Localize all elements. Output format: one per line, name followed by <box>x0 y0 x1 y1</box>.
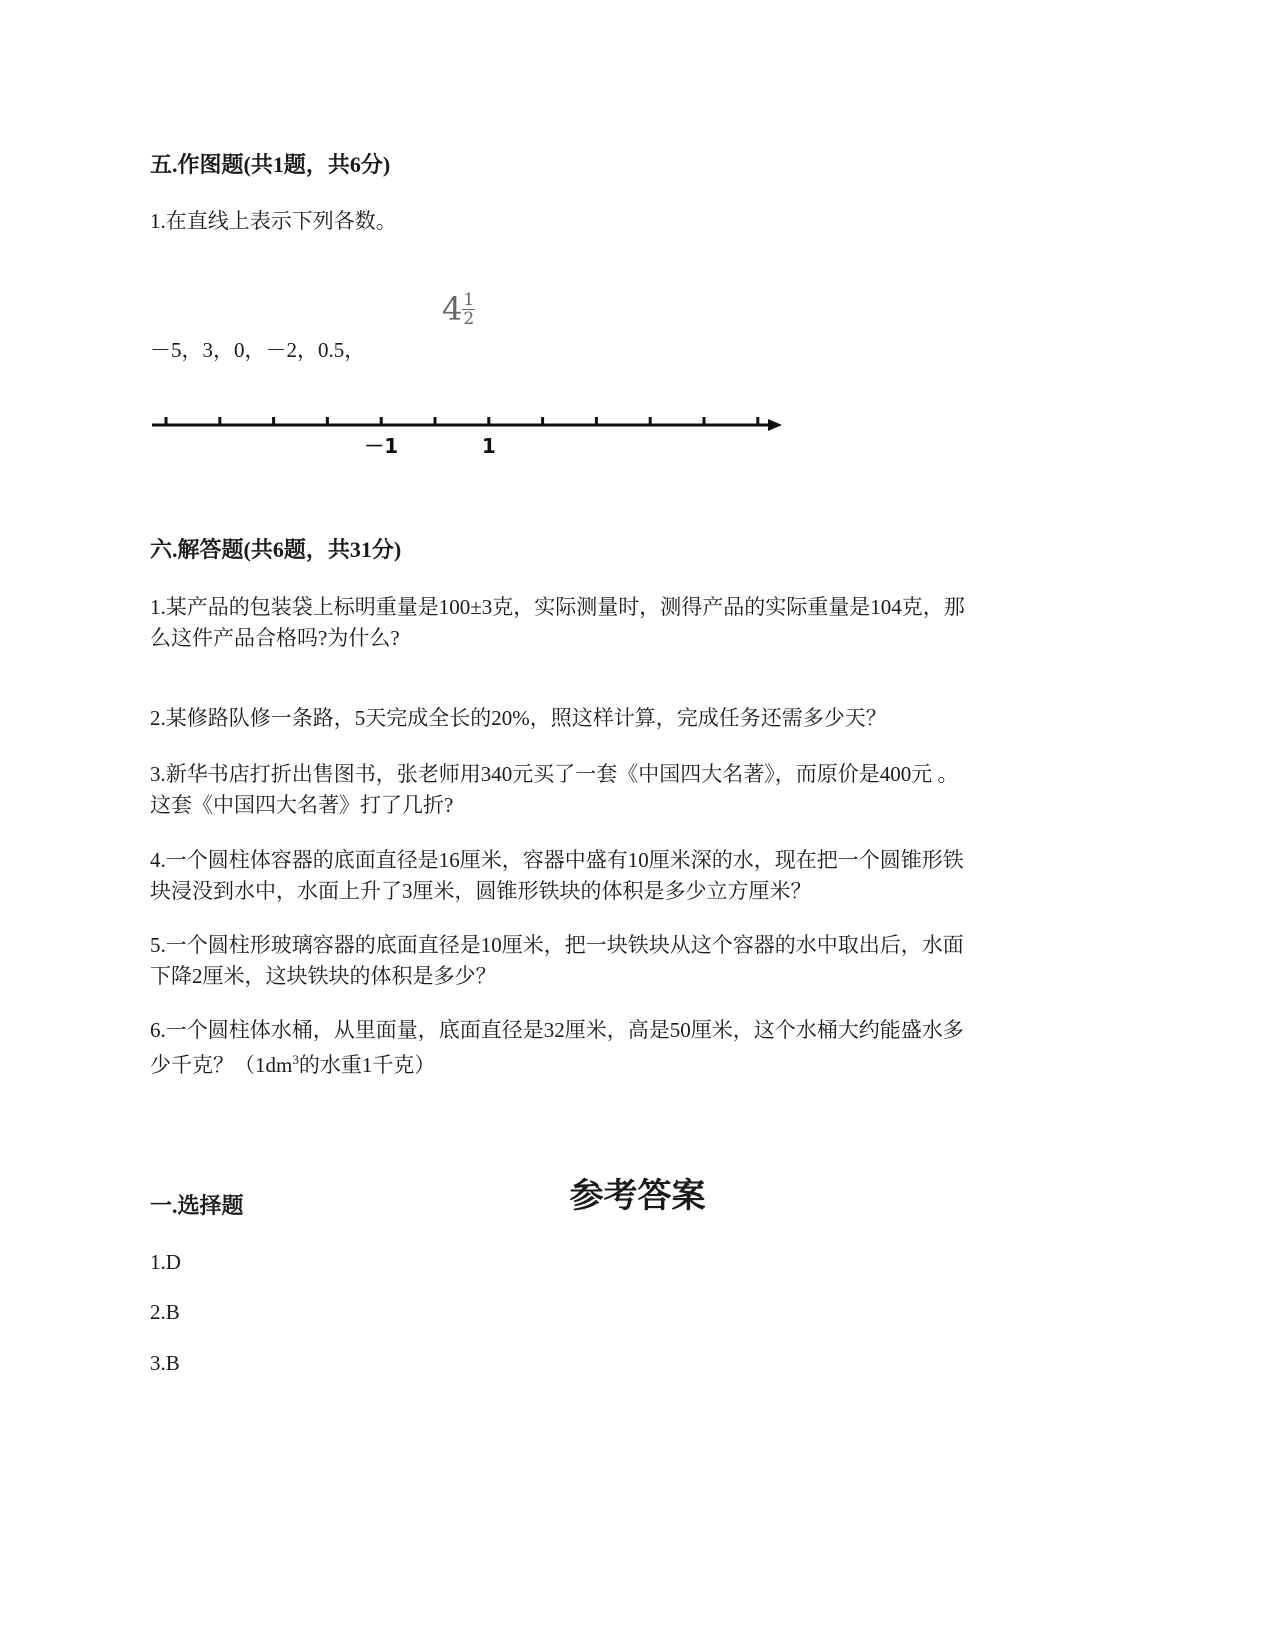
number-line-label: 1 <box>481 434 496 458</box>
section-6-question-2 <box>150 703 887 734</box>
section-5-question-1: 1.在直线上表示下列各数。 <box>150 209 397 233</box>
answer-item: 2.B <box>150 1300 180 1324</box>
question-5-line-2: 下降2厘米，这块铁块的体积是多少？ <box>150 964 497 988</box>
question-2-line-1: 2.某修路队修一条路，5天完成全长的20%，照这样计算，完成任务还需多少天？ <box>150 706 887 730</box>
question-1-line-1: 1.某产品的包装袋上标明重量是100±3克，实际测量时，测得产品的实际重量是104克，那 <box>150 595 965 619</box>
question-6-line-2-start: 少千克？（1dm <box>150 1053 293 1077</box>
section-6-question-5 <box>150 930 964 992</box>
answer-item: 3.B <box>150 1351 180 1375</box>
answer-item: 1.D <box>150 1250 181 1274</box>
answers-section-1-heading: 一.选择题 <box>150 1193 244 1218</box>
number-line-labels <box>364 434 496 458</box>
mixed-number-fraction <box>462 291 475 328</box>
section-6-question-6 <box>150 1015 964 1081</box>
mixed-number-whole: 4 <box>442 290 463 328</box>
fraction-numerator: 1 <box>463 289 475 310</box>
cube-superscript: 3 <box>292 1052 299 1067</box>
question-3-line-1: 3.新华书店打折出售图书，张老师用340元买了一套《中国四大名著》，而原价是400元 。 <box>150 762 959 786</box>
question-6-line-2-end: 的水重1千克） <box>298 1053 436 1077</box>
answer-key-title: 参考答案 <box>569 1176 706 1216</box>
question-6-line-2 <box>150 1050 964 1081</box>
question-4-line-2: 块浸没到水中，水面上升了3厘米，圆锥形铁块的体积是多少立方厘米？ <box>150 879 812 903</box>
mixed-number-four-and-a-half <box>442 290 475 328</box>
question-4-line-1: 4.一个圆柱体容器的底面直径是16厘米，容器中盛有10厘米深的水，现在把一个圆锥形铁 <box>150 848 964 872</box>
question-3-line-2: 这套《中国四大名著》打了几折? <box>150 793 454 817</box>
fraction-denominator: 2 <box>463 308 475 329</box>
section-6-question-1 <box>150 592 965 654</box>
question-5-line-1: 5.一个圆柱形玻璃容器的底面直径是10厘米，把一块铁块从这个容器的水中取出后，水面 <box>150 933 964 957</box>
question-1-line-2: 么这件产品合格吗?为什么? <box>150 626 400 650</box>
section-6-heading: 六.解答题(共6题，共31分) <box>150 537 402 562</box>
numbers-to-plot: －5，3，0，－2，0.5， <box>150 338 366 362</box>
section-5-heading: 五.作图题(共1题，共6分) <box>150 152 391 177</box>
section-6-question-4 <box>150 845 964 907</box>
section-6-question-3 <box>150 759 959 821</box>
number-line <box>0 400 1275 480</box>
number-line-label: －1 <box>364 434 399 458</box>
question-6-line-1: 6.一个圆柱体水桶，从里面量，底面直径是32厘米，高是50厘米，这个水桶大约能盛水多 <box>150 1018 964 1042</box>
number-line-arrow-icon <box>768 419 782 431</box>
